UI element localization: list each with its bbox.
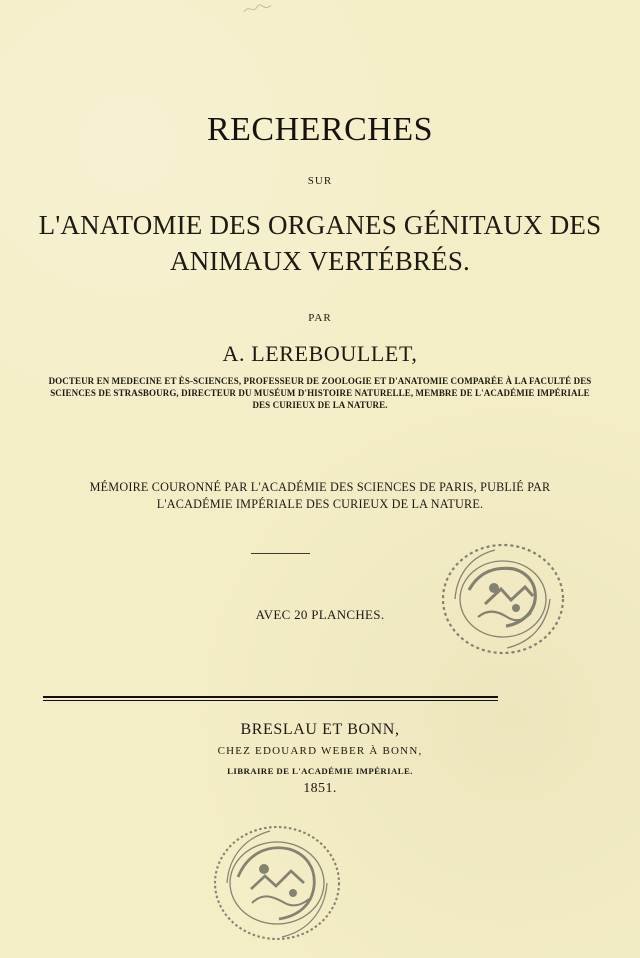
memoire-line: MÉMOIRE COURONNÉ PAR L'ACADÉMIE DES SCIENCES DE PARIS, PUBLIÉ PAR [89, 480, 551, 494]
short-divider [251, 553, 310, 554]
main-title: RECHERCHES [206, 111, 434, 148]
title-line-1: L'ANATOMIE DES ORGANES GÉNITAUX DES [38, 210, 602, 240]
credentials-line: DES CURIEUX DE LA NATURE. [252, 400, 388, 411]
imprint-publisher: CHEZ EDOUARD WEBER À BONN, [217, 745, 423, 757]
credentials-line: DOCTEUR EN MEDECINE ET ÈS-SCIENCES, PROFESSEUR DE ZOOLOGIE ET D'ANATOMIE COMPARÉE À LA FACULTÉ DES [48, 376, 592, 386]
author-credentials [0, 375, 640, 412]
double-divider [43, 696, 498, 702]
planches-note: AVEC 20 PLANCHES. [255, 607, 385, 622]
library-stamp-icon [207, 820, 347, 948]
pencil-mark-icon [242, 2, 274, 18]
author-name: A. LEREBOULLET, [222, 341, 418, 366]
imprint-city: BRESLAU ET BONN, [240, 721, 400, 738]
title-line-2: ANIMAUX VERTÉBRÉS. [170, 246, 470, 276]
memoire-note [0, 479, 640, 513]
library-stamp-icon [437, 538, 569, 660]
credentials-line: SCIENCES DE STRASBOURG, DIRECTEUR DU MUSÉUM D'HISTOIRE NATURELLE, MEMBRE DE L'ACADÉMIE IMPÉRIALE [50, 388, 590, 399]
par-label: PAR [308, 312, 332, 324]
memoire-line: L'ACADÉMIE IMPÉRIALE DES CURIEUX DE LA NATURE. [156, 497, 484, 511]
title-sur: SUR [307, 175, 333, 187]
imprint-libraire: LIBRAIRE DE L'ACADÉMIE IMPÉRIALE. [227, 766, 413, 776]
publication-year: 1851. [303, 781, 337, 796]
